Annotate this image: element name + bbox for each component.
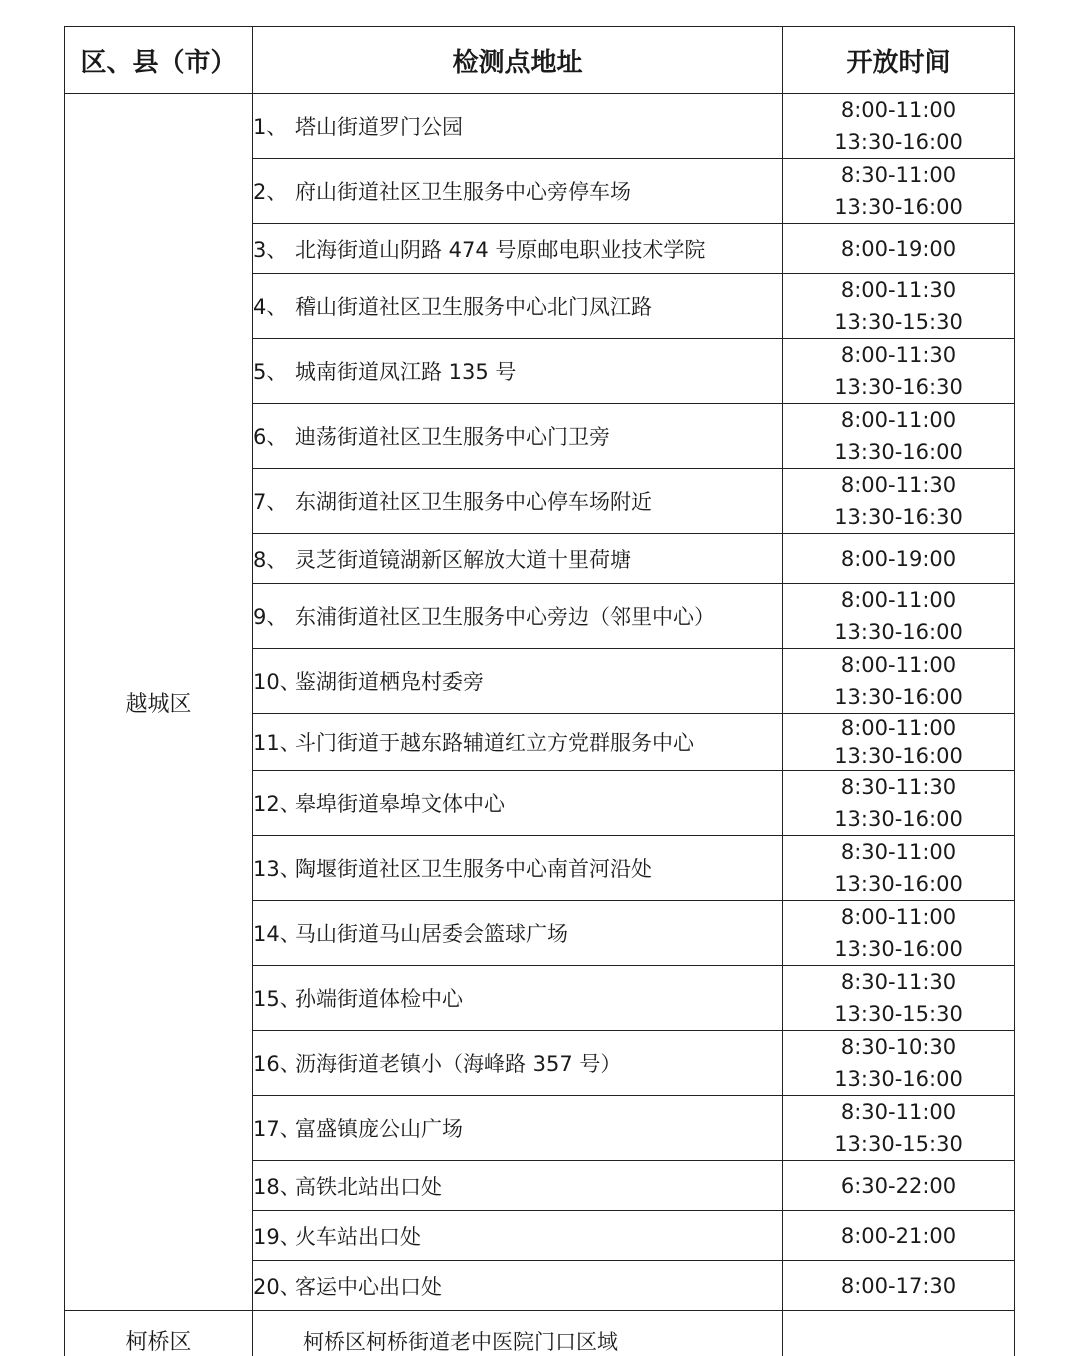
address-text: 东湖街道社区卫生服务中心停车场附近: [295, 490, 652, 514]
address-text: 斗门街道于越东路辅道红立方党群服务中心: [295, 731, 694, 755]
district-cell: 越城区: [65, 94, 253, 1311]
address-text: 塔山街道罗门公园: [295, 115, 463, 139]
hours-morning: 8:00-11:00: [783, 714, 1014, 742]
hours-afternoon: 13:30-16:00: [783, 126, 1014, 158]
address-cell: [253, 966, 783, 1031]
row-index: 3、: [253, 234, 295, 264]
hours-afternoon: 13:30-15:30: [783, 306, 1014, 338]
hours-morning: 8:00-11:30: [783, 469, 1014, 501]
hours-cell: [783, 1161, 1015, 1211]
hours-cell-partial: [783, 1311, 1015, 1356]
hours-afternoon: 13:30-16:30: [783, 501, 1014, 533]
address-text: 北海街道山阴路 474 号原邮电职业技术学院: [295, 238, 705, 262]
address-cell: [253, 1261, 783, 1311]
address-text: 府山街道社区卫生服务中心旁停车场: [295, 180, 631, 204]
hours-afternoon: 13:30-16:00: [783, 681, 1014, 713]
hours-morning: 8:00-11:00: [783, 404, 1014, 436]
hours-morning: 8:00-11:00: [783, 584, 1014, 616]
header-address: 检测点地址: [253, 27, 783, 94]
address-cell-partial: [253, 1311, 783, 1356]
header-hours: 开放时间: [783, 27, 1015, 94]
hours-cell: [783, 534, 1015, 584]
header-district: 区、县（市）: [65, 27, 253, 94]
hours-morning: 8:00-11:30: [783, 339, 1014, 371]
hours-morning: 8:30-11:30: [783, 771, 1014, 803]
hours-cell: [783, 1211, 1015, 1261]
hours-cell: [783, 771, 1015, 836]
hours-afternoon: 13:30-16:00: [783, 933, 1014, 965]
hours-afternoon: 13:30-16:00: [783, 191, 1014, 223]
address-cell: [253, 649, 783, 714]
row-index: 6、: [253, 421, 295, 451]
hours-afternoon: 13:30-16:00: [783, 1063, 1014, 1095]
address-cell: [253, 714, 783, 771]
hours-morning: 8:30-11:00: [783, 836, 1014, 868]
address-cell: [253, 404, 783, 469]
next-district-name: 柯桥区: [65, 1325, 252, 1356]
hours-afternoon: 13:30-16:00: [783, 803, 1014, 835]
address-cell: [253, 1211, 783, 1261]
row-index: 16、: [253, 1048, 295, 1078]
row-index: 14、: [253, 918, 295, 948]
next-address-text: 柯桥区柯桥街道老中医院门口区域: [253, 1326, 782, 1356]
address-cell: [253, 274, 783, 339]
hours-morning: 8:00-11:30: [783, 274, 1014, 306]
hours-cell: [783, 1031, 1015, 1096]
hours-cell: [783, 649, 1015, 714]
row-index: 4、: [253, 291, 295, 321]
address-cell: [253, 584, 783, 649]
hours-morning: 8:30-11:30: [783, 966, 1014, 998]
address-text: 孙端街道体检中心: [295, 987, 463, 1011]
row-index: 5、: [253, 356, 295, 386]
address-cell: [253, 1096, 783, 1161]
address-cell: [253, 836, 783, 901]
row-index: 13、: [253, 853, 295, 883]
address-text: 沥海街道老镇小（海峰路 357 号）: [295, 1052, 621, 1076]
hours-afternoon: 13:30-16:00: [783, 436, 1014, 468]
hours-cell: [783, 714, 1015, 771]
hours-morning: 6:30-22:00: [783, 1172, 1014, 1200]
row-index: 12、: [253, 788, 295, 818]
testing-sites-table: [64, 26, 1015, 1356]
address-text: 马山街道马山居委会篮球广场: [295, 922, 568, 946]
hours-morning: 8:00-19:00: [783, 545, 1014, 573]
table-row-partial: [65, 1311, 1015, 1356]
row-index: 19、: [253, 1221, 295, 1251]
address-cell: [253, 901, 783, 966]
hours-cell: [783, 584, 1015, 649]
address-cell: [253, 1161, 783, 1211]
hours-morning: 8:00-19:00: [783, 235, 1014, 263]
hours-cell: [783, 966, 1015, 1031]
row-index: 7、: [253, 486, 295, 516]
row-index: 1、: [253, 111, 295, 141]
address-cell: [253, 159, 783, 224]
hours-cell: [783, 274, 1015, 339]
hours-afternoon: 13:30-16:00: [783, 868, 1014, 900]
row-index: 20、: [253, 1271, 295, 1301]
address-cell: [253, 1031, 783, 1096]
address-cell: [253, 771, 783, 836]
hours-afternoon: 13:30-16:00: [783, 742, 1014, 770]
hours-morning: 8:00-21:00: [783, 1222, 1014, 1250]
address-text: 皋埠街道皋埠文体中心: [295, 792, 505, 816]
hours-cell: [783, 94, 1015, 159]
row-index: 9、: [253, 601, 295, 631]
hours-morning: 8:00-17:30: [783, 1272, 1014, 1300]
hours-afternoon: 13:30-15:30: [783, 1128, 1014, 1160]
hours-cell: [783, 224, 1015, 274]
district-cell-partial: [65, 1311, 253, 1356]
hours-cell: [783, 1261, 1015, 1311]
row-index: 11、: [253, 727, 295, 757]
hours-afternoon: 13:30-16:30: [783, 371, 1014, 403]
address-cell: [253, 469, 783, 534]
hours-cell: [783, 836, 1015, 901]
hours-cell: [783, 159, 1015, 224]
row-index: 18、: [253, 1171, 295, 1201]
hours-morning: 8:00-11:00: [783, 901, 1014, 933]
address-text: 迪荡街道社区卫生服务中心门卫旁: [295, 425, 610, 449]
address-cell: [253, 534, 783, 584]
address-text: 鉴湖街道栖凫村委旁: [295, 670, 484, 694]
hours-morning: 8:30-11:00: [783, 1096, 1014, 1128]
address-text: 火车站出口处: [295, 1225, 421, 1249]
hours-morning: 8:00-11:00: [783, 94, 1014, 126]
address-text: 富盛镇庞公山广场: [295, 1117, 463, 1141]
row-index: 10、: [253, 666, 295, 696]
address-text: 灵芝街道镜湖新区解放大道十里荷塘: [295, 548, 631, 572]
address-cell: [253, 94, 783, 159]
row-index: 2、: [253, 176, 295, 206]
row-index: 8、: [253, 544, 295, 574]
address-text: 城南街道凤江路 135 号: [295, 360, 516, 384]
table-row: [65, 94, 1015, 159]
hours-cell: [783, 901, 1015, 966]
address-cell: [253, 339, 783, 404]
hours-cell: [783, 339, 1015, 404]
hours-afternoon: 13:30-16:00: [783, 616, 1014, 648]
hours-morning: 8:30-11:00: [783, 159, 1014, 191]
address-text: 东浦街道社区卫生服务中心旁边（邻里中心）: [295, 605, 715, 629]
row-index: 15、: [253, 983, 295, 1013]
address-text: 陶堰街道社区卫生服务中心南首河沿处: [295, 857, 652, 881]
address-text: 高铁北站出口处: [295, 1175, 442, 1199]
row-index: 17、: [253, 1113, 295, 1143]
hours-morning: 8:30-10:30: [783, 1031, 1014, 1063]
address-cell: [253, 224, 783, 274]
hours-cell: [783, 469, 1015, 534]
hours-cell: [783, 1096, 1015, 1161]
hours-cell: [783, 404, 1015, 469]
hours-morning: 8:00-11:00: [783, 649, 1014, 681]
hours-afternoon: 13:30-15:30: [783, 998, 1014, 1030]
address-text: 稽山街道社区卫生服务中心北门凤江路: [295, 295, 652, 319]
address-text: 客运中心出口处: [295, 1275, 442, 1299]
